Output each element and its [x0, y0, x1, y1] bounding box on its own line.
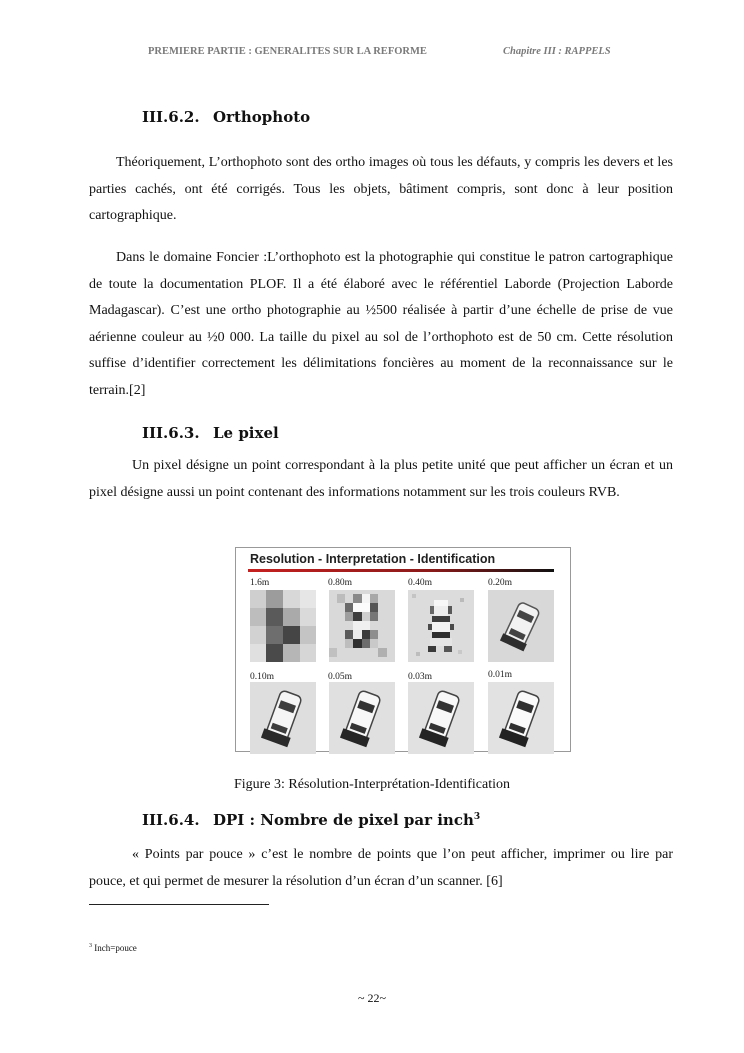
page-number: ~ 22~ — [358, 991, 386, 1005]
section-number: III.6.2. — [142, 108, 200, 126]
footnote — [89, 943, 137, 953]
figure-title: Resolution - Interpretation - Identification — [250, 552, 496, 566]
footnote-text: Inch=pouce — [94, 943, 137, 953]
resolution-label: 0.40m — [408, 578, 433, 588]
car-cell-0-05m — [329, 682, 395, 754]
section-title: DPI : Nombre de pixel par inch — [213, 811, 474, 829]
resolution-figure — [235, 547, 571, 752]
pixelated-car-cell-0-40m — [408, 590, 474, 662]
car-cell-0-03m — [408, 682, 474, 754]
section-heading-dpi — [142, 811, 480, 829]
section-number: III.6.4. — [142, 811, 200, 829]
footnote-reference: 3 — [473, 812, 481, 822]
resolution-label: 0.10m — [250, 672, 275, 682]
footnote-separator — [89, 904, 269, 905]
pixelated-car-cell-0-80m — [329, 590, 395, 662]
car-cell-0-10m — [250, 682, 316, 754]
pixelated-car-cell-1-6m — [250, 590, 316, 662]
resolution-label: 0.01m — [488, 670, 513, 680]
section-number: III.6.3. — [142, 424, 200, 442]
resolution-label: 0.03m — [408, 672, 433, 682]
paragraph-dpi-definition: « Points par pouce » c’est le nombre de points que l’on peut afficher, imprimer ou lire par pouce, et qui permet de mesurer la résolution d’un écran d’un scanner. [6] — [89, 847, 673, 889]
car-cell-0-01m — [488, 682, 554, 754]
figure-title-rule — [248, 569, 554, 572]
paragraph-orthophoto-foncier: Dans le domaine Foncier :L’orthophoto est la photographie qui constitue le patron cartographique de toute la documentation PLOF. Il a été élaboré avec le référentiel Laborde (Projection Laborde Madagascar). C’est une ortho photographie au ½500 réalisée à partir d’une échelle de prise de vue aérienne couleur au ½0 000. La taille du pixel au sol de l’orthophoto est de 50 cm. Cette résolution suffise d’identifier correctement les délimitations foncières au moment de la reconnaissance sur le terrain.[2] — [89, 250, 673, 398]
footnote-marker: 3 — [89, 943, 92, 949]
resolution-label: 1.6m — [250, 578, 270, 588]
figure-caption: Figure 3: Résolution-Interprétation-Identification — [233, 777, 511, 792]
section-title: Le pixel — [213, 424, 279, 442]
section-heading-pixel — [142, 424, 279, 442]
resolution-label: 0.20m — [488, 578, 513, 588]
car-cell-0-20m — [488, 590, 554, 662]
paragraph-pixel-definition: Un pixel désigne un point correspondant à la plus petite unité que peut afficher un écran et un pixel désigne aussi un point contenant des informations notamment sur les trois couleurs RVB. — [89, 458, 673, 500]
section-title: Orthophoto — [213, 108, 311, 126]
resolution-label: 0.80m — [328, 578, 353, 588]
resolution-label: 0.05m — [328, 672, 353, 682]
section-heading-orthophoto — [142, 108, 310, 126]
paragraph-orthophoto-definition: Théoriquement, L’orthophoto sont des ortho images où tous les défauts, y compris les devers et les parties cachés, ont été corrigés. Tous les objets, bâtiment compris, sont donc à leur position cartographique. — [89, 155, 673, 223]
running-header-right: Chapitre III : RAPPELS — [503, 46, 611, 57]
running-header-left: PREMIERE PARTIE : GENERALITES SUR LA REFORME — [148, 46, 427, 57]
